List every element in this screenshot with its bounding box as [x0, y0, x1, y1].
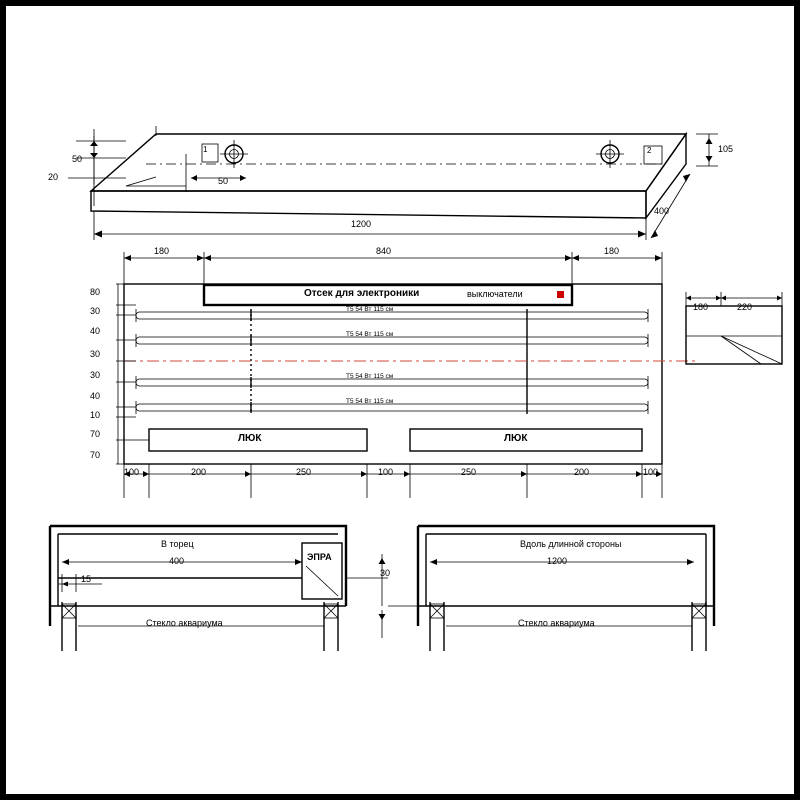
dim-plan-left-40a: 40: [90, 326, 101, 336]
dim-plan-top-180a: 180: [154, 246, 170, 256]
dim-section-long-1200: 1200: [547, 556, 568, 566]
glass-right: [324, 602, 338, 651]
dim-detail-220: 220: [737, 302, 753, 312]
dim-plan-top-840: 840: [376, 246, 392, 256]
dim-iso-1200: 1200: [351, 219, 372, 229]
switch-marker: [557, 291, 564, 298]
glass-left: [62, 602, 76, 651]
section-end: [50, 526, 346, 651]
dim-iso-50a: 50: [72, 154, 83, 164]
dim-plan-left-40b: 40: [90, 391, 101, 401]
dim-gap-30: 30: [380, 568, 391, 578]
lamp-label-3: T5 54 Вт 115 см: [346, 373, 394, 380]
mounting-knob-left: [220, 140, 248, 168]
plan-left-dims: [116, 284, 149, 464]
dim-plan-bottom-100b: 100: [378, 467, 394, 477]
iso-height-dim: [696, 134, 718, 166]
glass-label-end: Стекло аквариума: [146, 618, 223, 628]
glass-label-long: Стекло аквариума: [518, 618, 595, 628]
dim-detail-180: 180: [693, 302, 709, 312]
dim-plan-left-10: 10: [90, 410, 101, 420]
dim-section-end-400: 400: [169, 556, 185, 566]
dim-plan-left-30c: 30: [90, 370, 101, 380]
dim-iso-400: 400: [654, 206, 670, 216]
hatch-label-right: ЛЮК: [504, 433, 528, 444]
dim-iso-20: 20: [48, 172, 59, 182]
lamp-label-2: T5 54 Вт 115 см: [346, 331, 394, 338]
gap-dim-30: [346, 554, 418, 638]
plan-top-dims: [124, 252, 662, 288]
dim-plan-bottom-250a: 250: [296, 467, 312, 477]
dim-section-end-15: 15: [81, 574, 92, 584]
dim-plan-bottom-100a: 100: [124, 467, 140, 477]
dim-plan-left-30a: 30: [90, 306, 101, 316]
dim-plan-left-70a: 70: [90, 429, 101, 439]
section-end-title: В торец: [161, 539, 194, 549]
lamp-label-4: T5 54 Вт 115 см: [346, 398, 394, 405]
iso-left-dims: [68, 126, 246, 206]
dim-plan-bottom-250b: 250: [461, 467, 477, 477]
switches-label: выключатели: [467, 289, 523, 299]
drawing-canvas: [6, 6, 796, 796]
electronics-compartment-label: Отсек для электроники: [304, 288, 420, 299]
dim-plan-left-80: 80: [90, 287, 101, 297]
dim-plan-bottom-100c: 100: [643, 467, 659, 477]
section-long-title: Вдоль длинной стороны: [520, 539, 622, 549]
isometric-body: [91, 134, 686, 218]
dim-iso-50b: 50: [218, 176, 229, 186]
dim-iso-105: 105: [718, 144, 734, 154]
glass-left-2: [430, 602, 444, 651]
hatch-label-left: ЛЮК: [238, 433, 262, 444]
callout-1-label: 1: [203, 145, 208, 154]
dim-plan-bottom-200b: 200: [574, 467, 590, 477]
lamp-label-1: T5 54 Вт 115 см: [346, 306, 394, 313]
dim-plan-left-70b: 70: [90, 450, 101, 460]
glass-right-2: [692, 602, 706, 651]
dim-plan-left-30b: 30: [90, 349, 101, 359]
callout-2-label: 2: [647, 146, 652, 155]
dim-plan-top-180b: 180: [604, 246, 620, 256]
ballast-label: ЭПРА: [307, 552, 332, 562]
dim-plan-bottom-200a: 200: [191, 467, 207, 477]
